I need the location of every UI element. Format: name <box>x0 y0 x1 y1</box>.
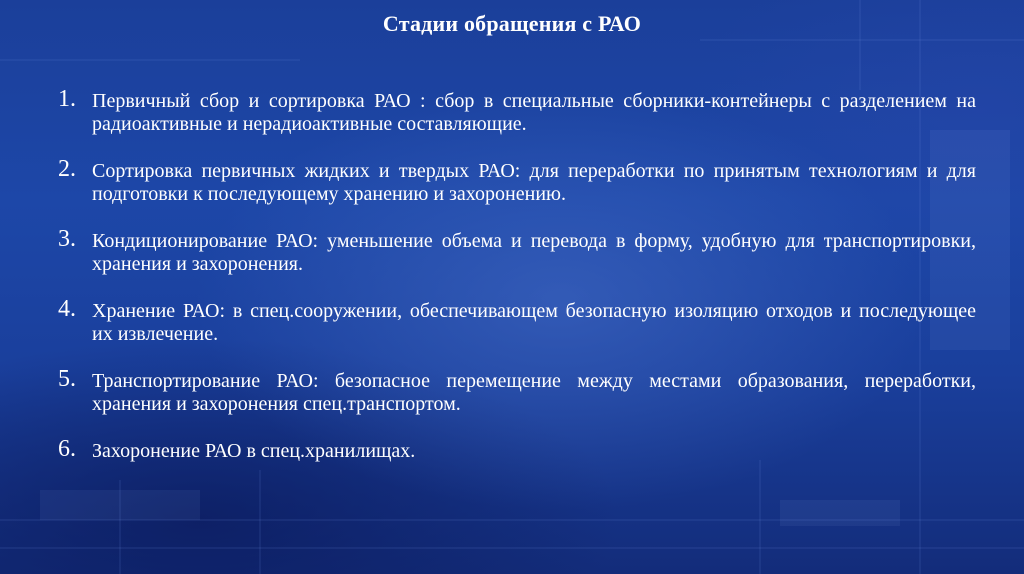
list-item <box>56 366 976 416</box>
item-text: Кондиционирование РАО: уменьшение объема и перевода в форму, удобную для транспортировки, хранения и захоронения. <box>92 230 976 275</box>
slide-title: Стадии обращения с РАО <box>382 11 642 36</box>
list-item <box>56 156 976 206</box>
list-item <box>56 436 976 463</box>
item-number: 6. <box>58 436 76 462</box>
item-text: Первичный сбор и сортировка РАО : сбор в специальные сборники-контейнеры с разделением на радиоактивные и нерадиоактивные составляющие. <box>92 90 976 135</box>
item-number: 3. <box>58 226 76 252</box>
item-text: Сортировка первичных жидких и твердых РАО: для переработки по принятым технологиям и для подготовки к последующему хранению и захоронению. <box>92 160 976 205</box>
item-number: 4. <box>58 296 76 322</box>
list-item <box>56 296 976 346</box>
item-number: 2. <box>58 156 76 182</box>
item-text: Захоронение РАО в спец.хранилищах. <box>92 440 416 462</box>
item-number: 5. <box>58 366 76 392</box>
list-item <box>56 86 976 136</box>
stages-list <box>56 86 976 487</box>
item-number: 1. <box>58 86 76 112</box>
item-text: Транспортирование РАО: безопасное перемещение между местами образования, переработки, хранения и захоронения спец.транспортом. <box>92 370 976 415</box>
list-item <box>56 226 976 276</box>
item-text: Хранение РАО: в спец.сооружении, обеспечивающем безопасную изоляцию отходов и последующее их извлечение. <box>92 300 976 345</box>
